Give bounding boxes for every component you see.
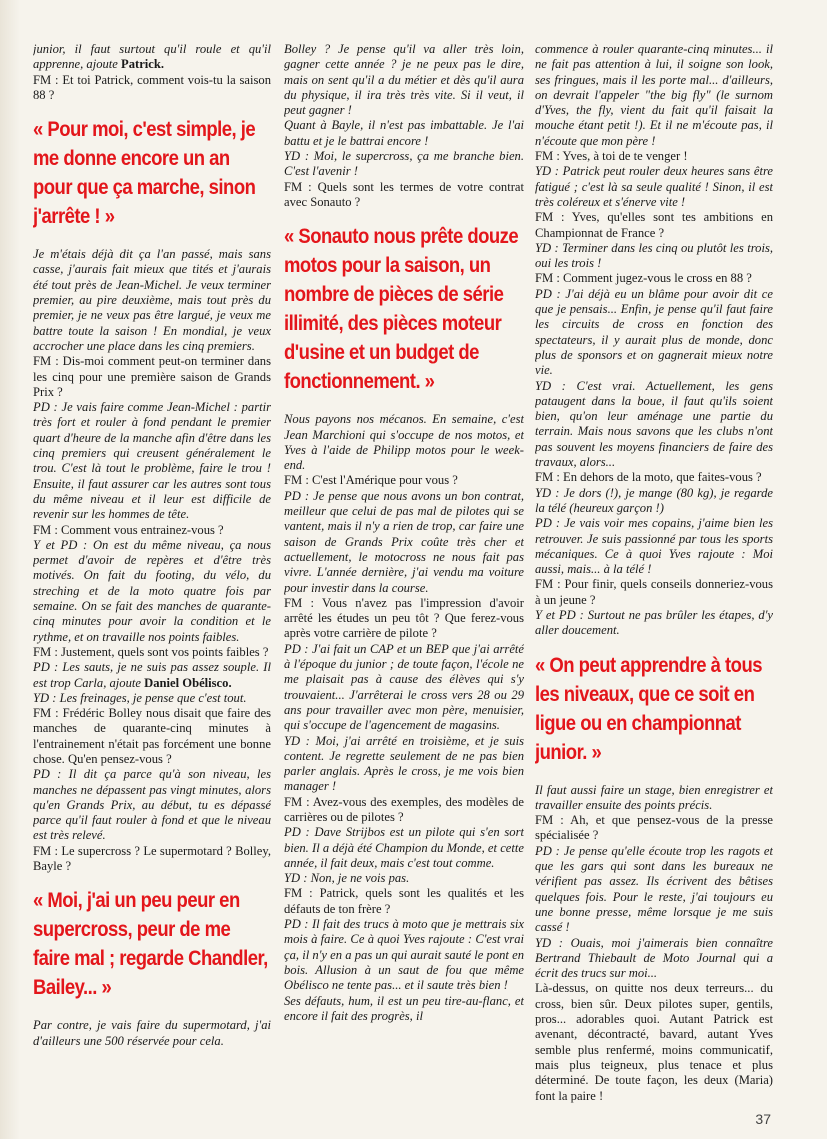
answer: YD : Moi, le supercross, ça me branche bien. C'est l'avenir !	[284, 149, 524, 179]
answer	[33, 660, 271, 691]
question: FM : Patrick, quels sont les qualités et les défauts de ton frère ?	[284, 886, 524, 916]
question: FM : Justement, quels sont vos points faibles ?	[33, 644, 269, 659]
question: FM : Yves, à toi de te venger !	[535, 149, 688, 164]
answer: PD : Je pense que nous avons un bon contrat, meilleur que celui de pas mal de pilotes qui se vantent, mais il n'y a rien de trop, car faire une saison de Grands Prix coûte très cher et actuellement, le motocross ne nous fait pas vivre. L'année dernière, j'ai vendu ma voiture pour investir dans la course.	[284, 488, 524, 595]
answer: PD : Dave Strijbos est un pilote qui s'en sort bien. Il a déjà été Champion du Monde, et cette année, il fait deux, mais c'est tout comme.	[284, 825, 524, 870]
answer: Y et PD : Surtout ne pas brûler les étapes, d'y aller doucement.	[535, 607, 773, 638]
answer: PD : Il dit ça parce qu'à son niveau, les manches ne dépassent pas vingt minutes, alors qu'en Grands Prix, au début, tu es dépassé parce qu'il faut rouler à fond et que le niveau est très relevé.	[33, 767, 271, 843]
question: FM : Yves, qu'elles sont tes ambitions en Championnat de France ?	[535, 210, 773, 240]
answer: YD : Je dors (!), je mange (80 kg), je regarde la télé (heureux garçon !)	[535, 485, 773, 515]
column-1	[33, 42, 271, 1117]
pull-quote: « Pour moi, c'est simple, je me donne encore un an pour que ça marche, sinon j'arrête ! »	[33, 117, 256, 229]
question: FM : Vous n'avez pas l'impression d'avoir arrêté les études un peu tôt ? Que ferez-vous après votre carrière de pilote ?	[284, 595, 524, 641]
column-3	[535, 42, 773, 1117]
answer: YD : Moi, j'ai arrêté en troisième, et je suis content. Je regrette seulement de ne pas bien parler anglais. Après le cross, je me vois bien manager !	[284, 733, 524, 794]
pull-quote: « Sonauto nous prête douze motos pour la saison, un nombre de pièces de série illimité, des pièces moteur d'usine et un budget de fonctionnement. »	[284, 224, 519, 394]
answer: YD : Les freinages, je pense que c'est tout.	[33, 690, 247, 705]
question: FM : Ah, et que pensez-vous de la presse spécialisée ?	[535, 813, 773, 843]
question: FM : Dis-moi comment peut-on terminer dans les cinq pour une première saison de Grands Prix ?	[33, 354, 271, 399]
pull-quote: « Moi, j'ai un peu peur en supercross, peur de me faire mal ; regarde Chandler, Bailey... »	[33, 888, 268, 1000]
name-bold: Daniel Obélisco.	[144, 675, 232, 690]
pull-quote: « On peut apprendre à tous les niveaux, que ce soit en ligue ou en championnat junior. »	[535, 652, 762, 764]
paragraph: Par contre, je vais faire du supermotard, j'ai d'ailleurs une 500 réservée pour cela.	[33, 1018, 271, 1048]
paragraph: Je m'étais déjà dit ça l'an passé, mais sans casse, j'aurais fait mieux que tités et j'aurais été tout près de Jean-Michel. Je veux terminer premier, au pire deuxième, mais tout près du premier, je ne veux pas être largué, je veux me battre toute la saison ! En mondial, je veux accrocher une place dans les cinq premiers.	[33, 247, 271, 353]
answer: YD : Ouais, moi j'aimerais bien connaître Bertrand Thiebault de Moto Journal qui a écrit des trucs sur moi...	[535, 935, 773, 981]
answer: YD : Terminer dans les cinq ou plutôt les trois, oui les trois !	[535, 240, 773, 271]
paragraph	[33, 42, 271, 73]
question: FM : En dehors de la moto, que faites-vous ?	[535, 470, 762, 485]
paragraph: commence à rouler quarante-cinq minutes... il ne fait pas attention à lui, il soigne son look, ses fringues, mais il les porte mal... d'ailleurs, on devrait l'appeler "the big fly" (le surnom d'Yves, the fly, vient du fait qu'il faisait la mouche étant petit !). Et il ne m'écoute pas, il n'écoute que mon père !	[535, 42, 773, 148]
answer: PD : Je vais voir mes copains, j'aime bien les retrouver. Je suis passionné par tous les sports mécaniques. Ce à quoi Yves rajoute : Moi aussi, mais... à la télé !	[535, 516, 773, 577]
paragraph: Quant à Bayle, il n'est pas imbattable. Je l'ai battu et je le battrai encore !	[284, 118, 524, 148]
paragraph: Ses défauts, hum, il est un peu tire-au-flanc, et encore il fait des progrès, il	[284, 993, 524, 1023]
paragraph: Bolley ? Je pense qu'il va aller très loin, gagner cette année ? je ne peux pas le dire, mais on sent qu'il a du métier et dès qu'il aura du physique, il ira très très vite. Si il veut, il peut gagner !	[284, 42, 524, 118]
question: FM : Comment vous entrainez-vous ?	[33, 522, 224, 537]
answer: Y et PD : On est du même niveau, ça nous permet d'avoir de repères et d'être très motivés. On fait du footing, du vélo, du streching et de la moto quatre fois par semaine. On se fait des manches de quarante-cinq minutes pour avoir la condition et le rythme, et on travaille nos points faibles.	[33, 537, 271, 644]
text: PD : Les sauts, je ne suis pas assez souple. Il est trop Carla, ajoute	[33, 660, 271, 690]
answer: PD : J'ai fait un CAP et un BEP que j'ai arrêté à l'époque du junior ; de toute façon, l'école ne me plaisait pas à cause des élèves qui s'y trouvaient... J'arrêterai le cross vers 28 ou 29 ans pour travailler avec mon père, menuisier, qui s'occupe de l'agencement de magasins.	[284, 641, 524, 733]
name-bold: Patrick.	[121, 57, 165, 72]
answer: YD : Non, je ne vois pas.	[284, 871, 410, 886]
answer: PD : J'ai déjà eu un blâme pour avoir dit ce que je pensais... Enfin, je pense qu'il faut faire les circuits de cross en fonction des spectateurs, il y aurait plus de monde, donc plus de sponsors et on gagnerait mieux notre vie.	[535, 286, 773, 378]
question: FM : Quels sont les termes de votre contrat avec Sonauto ?	[284, 179, 524, 209]
question: FM : Frédéric Bolley nous disait que faire des manches de quarante-cinq minutes à l'entrainement n'était pas forcément une bonne chose. Qu'en pensez-vous ?	[33, 706, 271, 766]
column-2	[284, 42, 524, 1117]
question: FM : Le supercross ? Le supermotard ? Bolley, Bayle ?	[33, 843, 271, 874]
answer: YD : Patrick peut rouler deux heures sans être fatigué ; c'est là sa seule qualité ! Sinon, il est très coléreux et s'énerve vite !	[535, 164, 773, 209]
page-number: 37	[755, 1111, 771, 1127]
answer: PD : Je pense qu'elle écoute trop les ragots et que les gars qui sont dans les bureaux ne vérifient pas assez. Ils écrivent des bêtises quelques fois. Pour le reste, j'ai toujours eu une bonne presse, même lorsque je me suis cassé !	[535, 843, 773, 935]
question: FM : Pour finir, quels conseils donneriez-vous à un jeune ?	[535, 577, 773, 607]
answer: PD : Je vais faire comme Jean-Michel : partir très fort et rouler à fond pendant le premier quart d'heure de la manche afin d'être dans les cinq premiers qui creusent généralement le trou. C'est là tout le problème, faire le trou ! Ensuite, il faut assurer car les autres sont tous du même niveau et il leur est difficile de revenir sur les hommes de tête.	[33, 400, 271, 522]
text: junior, il faut surtout qu'il roule et qu'il apprenne, ajoute	[33, 42, 271, 72]
question: FM : Et toi Patrick, comment vois-tu la saison 88 ?	[33, 72, 271, 102]
paragraph: Nous payons nos mécanos. En semaine, c'est Jean Marchioni qui s'occupe de nos motos, et Yves à l'aide de Philipp motos pour le week-end.	[284, 412, 524, 473]
paragraph: Là-dessus, on quitte nos deux terreurs... du cross, bien sûr. Deux pilotes super, gentils, pros... adorables quoi. Autant Patrick est avenant, décontracté, bavard, autant Yves semble plus renfermé, moins communicatif, mais plus teigneux, plus tenace et plus déterminé. De toute façon, les deux (Maria) font la paire !	[535, 981, 773, 1103]
answer: PD : Il fait des trucs à moto que je mettrais six mois à faire. Ce à quoi Yves rajoute : C'est vrai ça, il n'y en a pas un qui aurait sauté le pont en bois. Allusion à un saut de fou que même Obélisco ne tente pas... et il saute très bien !	[284, 917, 524, 993]
answer: YD : C'est vrai. Actuellement, les gens pataugent dans la boue, il faut qu'ils soient bien, qu'on leur aménage une partie du terrain. Mais nous savons que les clubs n'ont pas souvent les moyens financiers de faire des travaux, alors...	[535, 378, 773, 470]
question: FM : Comment jugez-vous le cross en 88 ?	[535, 271, 752, 286]
question: FM : C'est l'Amérique pour vous ?	[284, 473, 458, 488]
paragraph: Il faut aussi faire un stage, bien enregistrer et travailler ensuite des points précis.	[535, 782, 773, 812]
question: FM : Avez-vous des exemples, des modèles de carrières ou de pilotes ?	[284, 794, 524, 824]
